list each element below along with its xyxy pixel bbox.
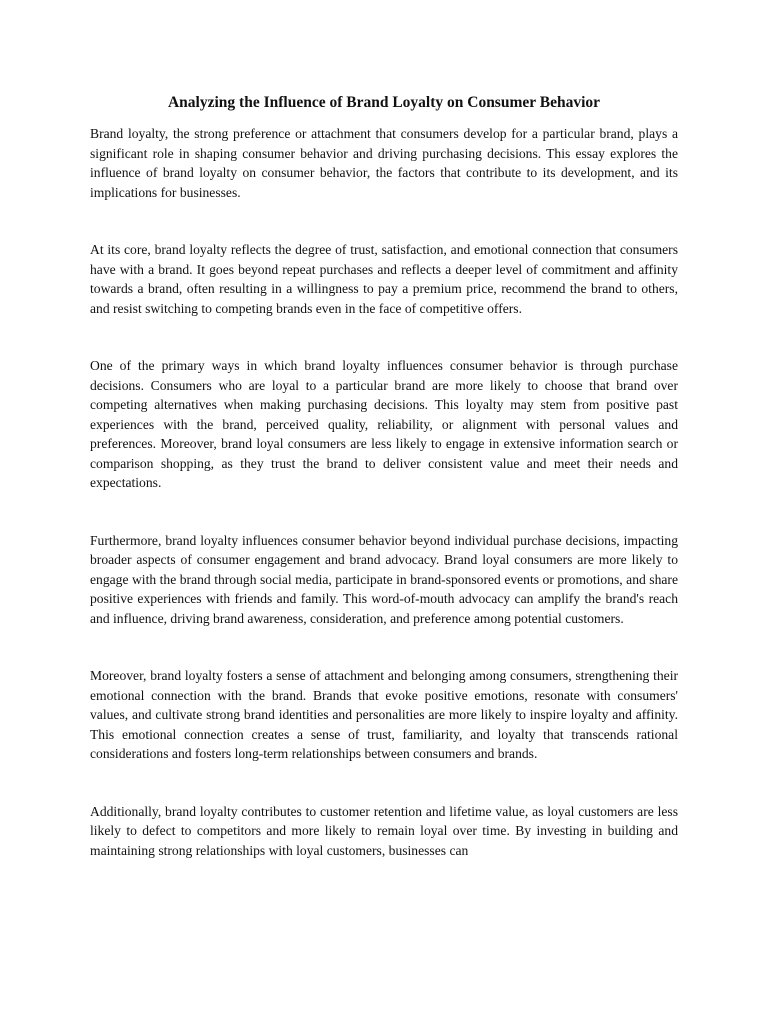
paragraph-purchase-decisions: One of the primary ways in which brand loyalty influences consumer behavior is through purchase decisions. Consumers who are loyal to a particular brand are more likely to choose that brand over competing alternatives when making purchasing decisions. This loyalty may stem from positive past experiences with the brand, perceived quality, reliability, or alignment with personal values and preferences. Moreover, brand loyal consumers are less likely to engage in extensive information search or comparison shopping, as they trust the brand to deliver consistent value and meet their needs and expectations. <box>90 358 678 490</box>
paragraph-advocacy: Furthermore, brand loyalty influences consumer behavior beyond individual purchase decisions, impacting broader aspects of consumer engagement and brand advocacy. Brand loyal consumers are more likely to engage with the brand through social media, participate in brand-sponsored events or promotions, and share positive experiences with friends and family. This word-of-mouth advocacy can amplify the brand's reach and influence, driving brand awareness, consideration, and preference among potential customers. <box>90 532 678 626</box>
paragraph-emotional-connection: Moreover, brand loyalty fosters a sense of attachment and belonging among consumers, strengthening their emotional connection with the brand. Brands that evoke positive emotions, resonate with consumers' values, and cultivate strong brand identities and personalities are more likely to inspire loyalty and affinity. This emotional connection creates a sense of trust, familiarity, and loyalty that transcends rational considerations and fosters long-term relationships between consumers and brands. <box>90 668 678 761</box>
document-title: Analyzing the Influence of Brand Loyalty on Consumer Behavior <box>167 94 601 111</box>
paragraph-retention: Additionally, brand loyalty contributes to customer retention and lifetime value, as loyal customers are less likely to defect to competitors and more likely to remain loyal over time. By investing in building and maintaining strong relationships with loyal customers, businesses can <box>90 803 678 858</box>
paragraph-intro: Brand loyalty, the strong preference or attachment that consumers develop for a particular brand, plays a significant role in shaping consumer behavior and driving purchasing decisions. This essay explores the influence of brand loyalty on consumer behavior, the factors that contribute to its development, and its implications for businesses. <box>90 126 678 200</box>
paragraph-core: At its core, brand loyalty reflects the degree of trust, satisfaction, and emotional connection that consumers have with a brand. It goes beyond repeat purchases and reflects a deeper level of commitment and affinity towards a brand, often resulting in a willingness to pay a premium price, recommend the brand to others, and resist switching to competing brands even in the face of competitive offers. <box>90 242 678 316</box>
